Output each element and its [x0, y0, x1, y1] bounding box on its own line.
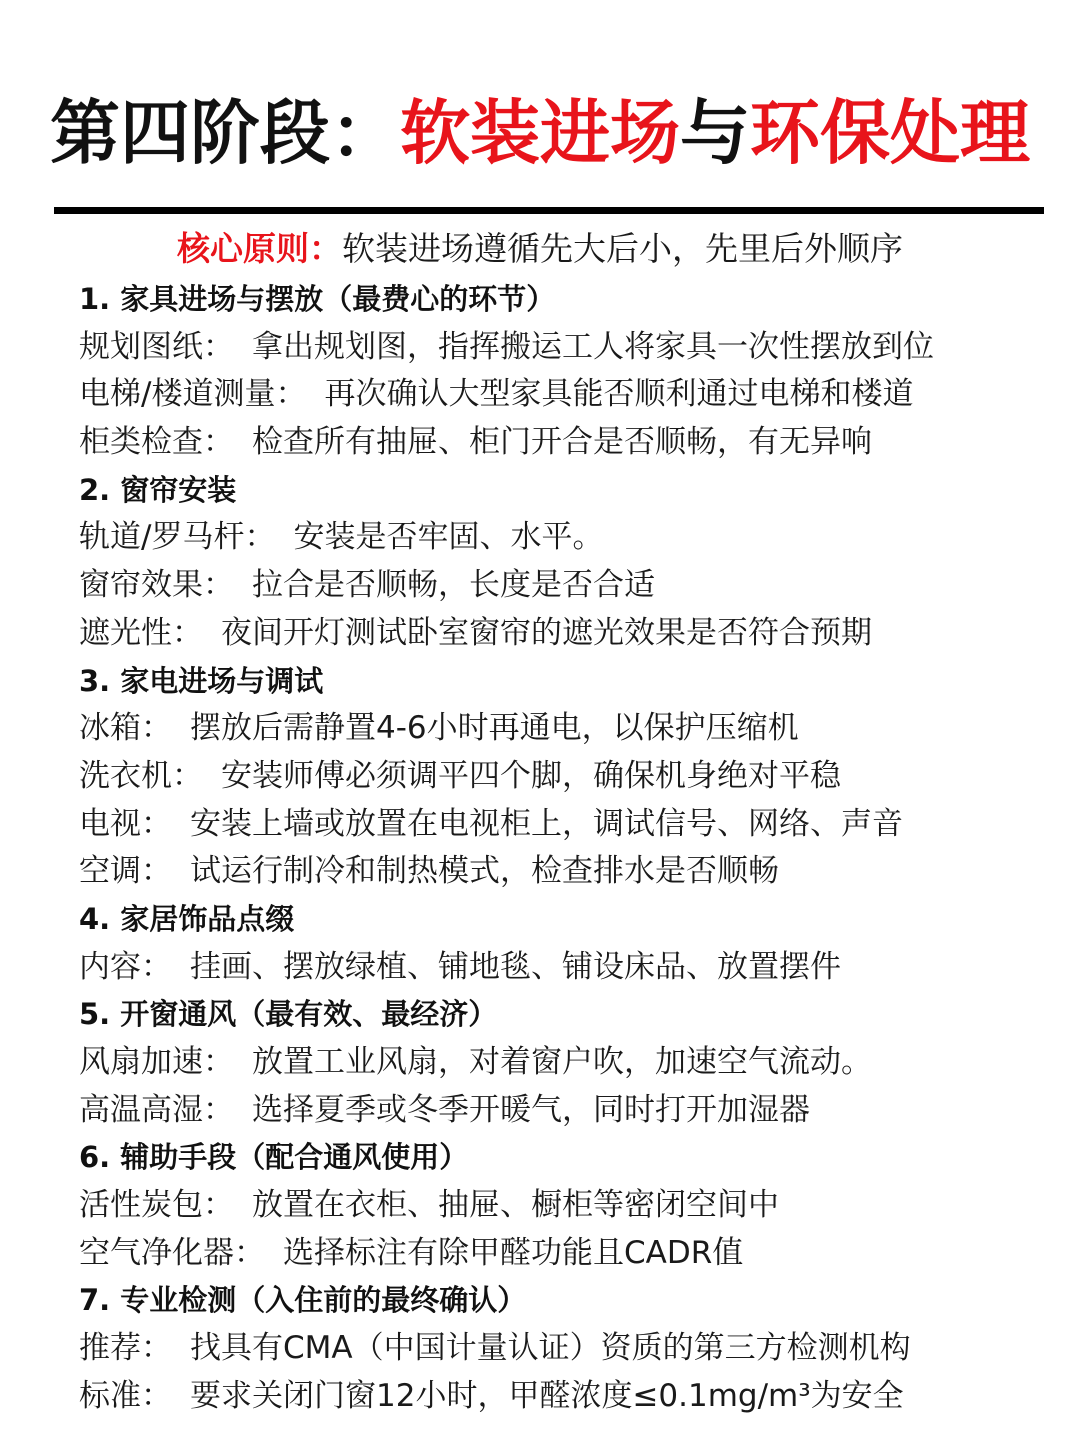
title-part1: 软装进场: [400, 92, 680, 174]
list-item: [79, 371, 1059, 419]
item-label: 高温高湿：: [79, 1091, 234, 1128]
item-label: 空气净化器：: [79, 1234, 265, 1271]
item-label: 冰箱：: [79, 710, 172, 747]
item-label: 洗衣机：: [79, 757, 203, 794]
item-text: 选择标注有除甲醛功能且CADR值: [283, 1234, 744, 1271]
item-text: 安装是否牢固、水平。: [293, 519, 604, 556]
item-label: 轨道/罗马杆：: [79, 519, 276, 556]
item-text: 安装上墙或放置在电视柜上，调试信号、网络、声音: [190, 805, 903, 842]
section-title: 7. 专业检测（入住前的最终确认）: [79, 1283, 527, 1318]
item-text: 要求关闭门窗12小时，甲醛浓度≤0.1mg/m³为安全: [190, 1377, 904, 1414]
title-prefix: 第四阶段：: [50, 92, 400, 174]
item-text: 再次确认大型家具能否顺利通过电梯和楼道: [324, 376, 914, 413]
section-title: 5. 开窗通风（最有效、最经济）: [79, 997, 498, 1032]
item-text: 放置工业风扇，对着窗户吹，加速空气流动。: [252, 1044, 872, 1080]
item-text: 摆放后需静置4-6小时再通电，以保护压缩机: [190, 710, 799, 747]
item-text: 检查所有抽屉、柜门开合是否顺畅，有无异响: [252, 424, 872, 461]
item-label: 推荐：: [79, 1330, 172, 1367]
principle-label: 核心原则：: [177, 229, 342, 268]
core-principle: [0, 224, 1080, 274]
list-item: [79, 1325, 1059, 1373]
item-text: 拉合是否顺畅，长度是否合适: [252, 567, 655, 604]
list-item: [79, 1230, 1059, 1278]
item-text: 拿出规划图，指挥搬运工人将家具一次性摆放到位: [252, 328, 934, 365]
item-label: 电梯/楼道测量：: [79, 376, 307, 413]
item-label: 活性炭包：: [79, 1187, 234, 1224]
list-item: [79, 1039, 1059, 1087]
content-list: [79, 276, 1059, 1421]
list-item: [79, 610, 1059, 658]
list-item: [79, 514, 1059, 562]
section-title: 4. 家居饰品点缀: [79, 901, 295, 936]
item-label: 标准：: [79, 1377, 172, 1414]
item-label: 内容：: [79, 948, 172, 985]
item-label: 规划图纸：: [79, 328, 234, 365]
item-label: 柜类检查：: [79, 424, 234, 461]
section-title: 6. 辅助手段（配合通风使用）: [79, 1140, 469, 1175]
item-text: 挂画、摆放绿植、铺地毯、铺设床品、放置摆件: [190, 948, 841, 985]
title-part2: 环保处理: [750, 92, 1030, 174]
section-title: 3. 家电进场与调试: [79, 663, 324, 698]
page-title: [0, 88, 1080, 178]
section-title: 1. 家具进场与摆放（最费心的环节）: [79, 282, 556, 316]
list-item: [79, 801, 1059, 849]
list-item: [79, 324, 1059, 372]
item-text: 试运行制冷和制热模式，检查排水是否顺畅: [190, 853, 779, 890]
principle-text: 软装进场遵循先大后小，先里后外顺序: [342, 229, 903, 268]
list-item: [79, 1087, 1059, 1135]
item-label: 窗帘效果：: [79, 567, 234, 604]
item-text: 找具有CMA（中国计量认证）资质的第三方检测机构: [190, 1330, 911, 1367]
item-text: 放置在衣柜、抽屉、橱柜等密闭空间中: [252, 1187, 779, 1224]
list-item: [79, 1373, 1059, 1421]
list-item: [79, 562, 1059, 610]
title-connector: 与: [680, 92, 750, 174]
list-item: [79, 1182, 1059, 1230]
item-label: 遮光性：: [79, 614, 203, 651]
list-item: [79, 419, 1059, 467]
item-text: 安装师傅必须调平四个脚，确保机身绝对平稳: [221, 757, 841, 794]
list-item: [79, 753, 1059, 801]
list-item: [79, 705, 1059, 753]
item-label: 风扇加速：: [79, 1044, 234, 1080]
item-text: 夜间开灯测试卧室窗帘的遮光效果是否符合预期: [221, 614, 872, 651]
item-text: 选择夏季或冬季开暖气，同时打开加湿器: [252, 1091, 810, 1128]
item-label: 电视：: [79, 805, 172, 842]
section-title: 2. 窗帘安装: [79, 472, 237, 507]
list-item: [79, 848, 1059, 896]
title-divider: [54, 207, 1044, 214]
item-label: 空调：: [79, 853, 172, 890]
list-item: [79, 944, 1059, 992]
